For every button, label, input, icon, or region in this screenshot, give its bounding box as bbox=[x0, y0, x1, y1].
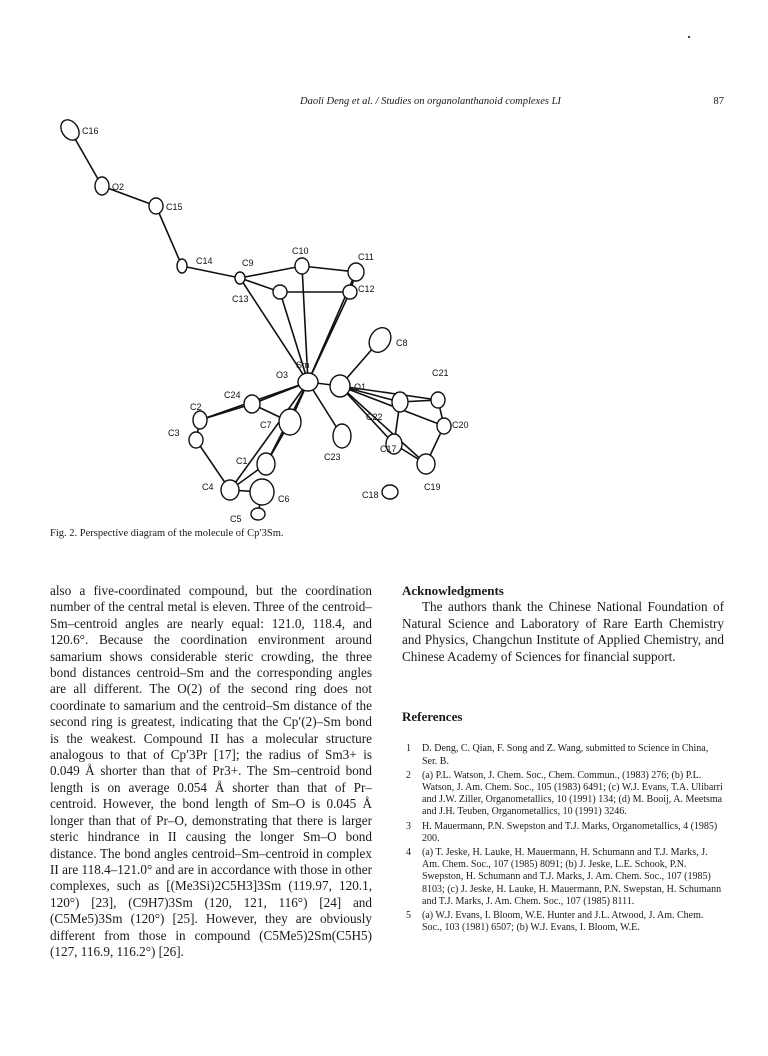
speck bbox=[688, 36, 690, 38]
atom-label: C11 bbox=[358, 252, 374, 262]
reference-text: H. Mauermann, P.N. Swepston and T.J. Marks, Organometallics, 4 (1985) 200. bbox=[422, 820, 718, 844]
atom-ellipsoid bbox=[193, 411, 207, 429]
atom-label: C24 bbox=[224, 390, 241, 400]
atom-ellipsoid bbox=[95, 177, 109, 195]
reference-list bbox=[402, 743, 724, 934]
atom-label: C18 bbox=[362, 490, 379, 500]
atom-label: C21 bbox=[432, 368, 449, 378]
acknowledgments-body: The authors thank the Chinese National Foundation of Natural Science and Laboratory of Rare Earth Chemistry and Physics, Changchun Institute of Applied Chemistry, and Chinese Academy of Sciences for financial support. bbox=[402, 599, 724, 664]
atom-label: C1 bbox=[236, 456, 248, 466]
atom-label: C23 bbox=[324, 452, 341, 462]
atom-ellipsoid bbox=[295, 258, 309, 274]
reference-item bbox=[402, 847, 724, 908]
running-header bbox=[300, 96, 730, 107]
reference-number: 4 bbox=[406, 847, 411, 859]
atom-ellipsoid bbox=[257, 453, 275, 475]
atom-label: C2 bbox=[190, 402, 202, 412]
atom-label: C10 bbox=[292, 246, 309, 256]
atom-label: C19 bbox=[424, 482, 441, 492]
reference-number: 5 bbox=[406, 910, 411, 922]
atom-label: C16 bbox=[82, 126, 99, 136]
atom-label: O3 bbox=[276, 370, 289, 380]
atom-ellipsoid bbox=[244, 395, 260, 413]
running-title: Daoli Deng et al. / Studies on organolanthanoid complexes LI bbox=[300, 96, 561, 107]
atom-ellipsoid bbox=[235, 272, 245, 284]
reference-number: 1 bbox=[406, 743, 411, 755]
atom-ellipsoid bbox=[250, 479, 274, 505]
atom-ellipsoid bbox=[333, 424, 351, 448]
reference-text: (a) W.J. Evans, I. Bloom, W.E. Hunter and J.L. Atwood, J. Am. Chem. Soc., 103 (1981) 6507; (b) W.J. Evans, I. Bloom, W.E. bbox=[422, 910, 704, 934]
figure-caption: Fig. 2. Perspective diagram of the molecule of Cp′3Sm. bbox=[50, 528, 284, 539]
reference-item bbox=[402, 910, 724, 934]
bond bbox=[156, 206, 182, 266]
reference-item bbox=[402, 743, 724, 767]
atom-ellipsoid bbox=[382, 485, 398, 499]
body-paragraph: also a five-coordinated compound, but the coordination number of the central metal is eleven. Three of the centroid–Sm–centroid angles are nearly equal: 121.0, 118.4, and 120.6°. Because the coordination environment around samarium shows considerable steric crowding, the three bond distances centroid–Sm and the corresponding angles are all different. The O(2) of the second ring does not coordinate to samarium and the centroid–Sm distance of the second ring is greatest, indicating that the Cp′(2)–Sm bond is the weakest. Compound II has a molecular structure analogous to that of Cp′3Pr [17]; the radius of Sm3+ is 0.049 Å shorter than that of Pr3+. The Sm–centroid bond length is on average 0.054 Å shorter than that of Pr–centroid. However, the bond length of Sm–O is 0.045 Å longer than that of Pr–O, demonstrating that there is larger steric hindrance in II causing the longer Sm–O bond distance. The bond angles centroid–Sm–centroid in complex II are 118.4–121.0° and are in accordance with those in other complexes, such as [(Me3Si)2C5H3]3Sm (119.97, 120.1, 120°) [23], (C9H7)3Sm (120, 121, 116°) [24] and (C5Me5)3Sm (120°) [25]. However, they are obviously different from those in compound (C5Me5)2Sm(C5H5) (127, 116.9, 116.2°) [26]. bbox=[50, 583, 372, 959]
atom-ellipsoid bbox=[437, 418, 451, 434]
atom-label: C6 bbox=[278, 494, 290, 504]
reference-text: (a) T. Jeske, H. Lauke, H. Mauermann, H. Schumann and T.J. Marks, J. Am. Chem. Soc., 107 (1985) 8091; (b) J. Jeske, L.E. Schook, P.N. Swepston, H. Schumann and T.J. Marks, J. Am. Chem. Soc., 107 (1985) 8103; (c) J. Jeske, H. Lauke, H. Mauermann, P.N. Swepstan, H. Schumann and T.J. Marks, J. Am. Chem. Soc., 107 (1985) 8111. bbox=[422, 847, 722, 907]
ortep-diagram bbox=[40, 110, 520, 530]
atom-ellipsoid bbox=[273, 285, 287, 299]
left-column bbox=[50, 583, 372, 960]
atom-ellipsoid bbox=[330, 375, 350, 397]
atom-label: C5 bbox=[230, 514, 242, 524]
atom-label: O2 bbox=[112, 182, 125, 192]
atom-label: O1 bbox=[354, 382, 367, 392]
atom-ellipsoid bbox=[221, 480, 239, 500]
atom-label: Sm bbox=[296, 360, 310, 370]
reference-number: 2 bbox=[406, 769, 411, 781]
reference-text: D. Deng, C. Qian, F. Song and Z. Wang, submitted to Science in China, Ser. B. bbox=[422, 743, 709, 767]
reference-item bbox=[402, 821, 724, 845]
atom-ellipsoid bbox=[177, 259, 187, 273]
bond bbox=[308, 292, 350, 382]
reference-number: 3 bbox=[406, 820, 411, 832]
atom-label: C7 bbox=[260, 420, 272, 430]
atom-label: C8 bbox=[396, 338, 408, 348]
atom-label: C15 bbox=[166, 202, 183, 212]
atom-ellipsoid bbox=[417, 454, 435, 474]
atom-label: C17 bbox=[380, 444, 397, 454]
atom-ellipsoid bbox=[431, 392, 445, 408]
atom-label: C14 bbox=[196, 256, 213, 266]
atom-ellipsoid bbox=[348, 263, 364, 281]
atom-ellipsoid bbox=[392, 392, 408, 412]
atom-ellipsoid bbox=[189, 432, 203, 448]
bond bbox=[102, 186, 156, 206]
atom-ellipsoid bbox=[251, 508, 265, 520]
atom-ellipsoid bbox=[343, 285, 357, 299]
atom-ellipsoid bbox=[279, 409, 301, 435]
atom-ellipsoid bbox=[298, 373, 318, 391]
atom-label: C20 bbox=[452, 420, 469, 430]
atom-label: C3 bbox=[168, 428, 180, 438]
references-heading: References bbox=[402, 709, 463, 725]
atom-ellipsoid bbox=[149, 198, 163, 214]
atom-label: C9 bbox=[242, 258, 254, 268]
atom-label: C22 bbox=[366, 412, 383, 422]
reference-item bbox=[402, 770, 724, 819]
acknowledgments-heading: Acknowledgments bbox=[402, 583, 504, 598]
atom-label: C12 bbox=[358, 284, 375, 294]
atom-label: C4 bbox=[202, 482, 214, 492]
page-number: 87 bbox=[713, 96, 724, 107]
right-column bbox=[402, 583, 724, 936]
atom-label: C13 bbox=[232, 294, 249, 304]
atom-ellipsoid bbox=[57, 116, 83, 143]
bond bbox=[182, 266, 240, 278]
reference-text: (a) P.L. Watson, J. Chem. Soc., Chem. Commun., (1983) 276; (b) P.L. Watson, J. Am. Chem. Soc., 105 (1983) 6491; (c) W.J. Evans, T.A. Ulibarri and J.W. Ziller, Organometallics, 10 (1991) 134; (d) M. Booij, A. Meetsma and J.H. Teuben, Organometallics, 10 (1991) 3246. bbox=[422, 769, 723, 818]
